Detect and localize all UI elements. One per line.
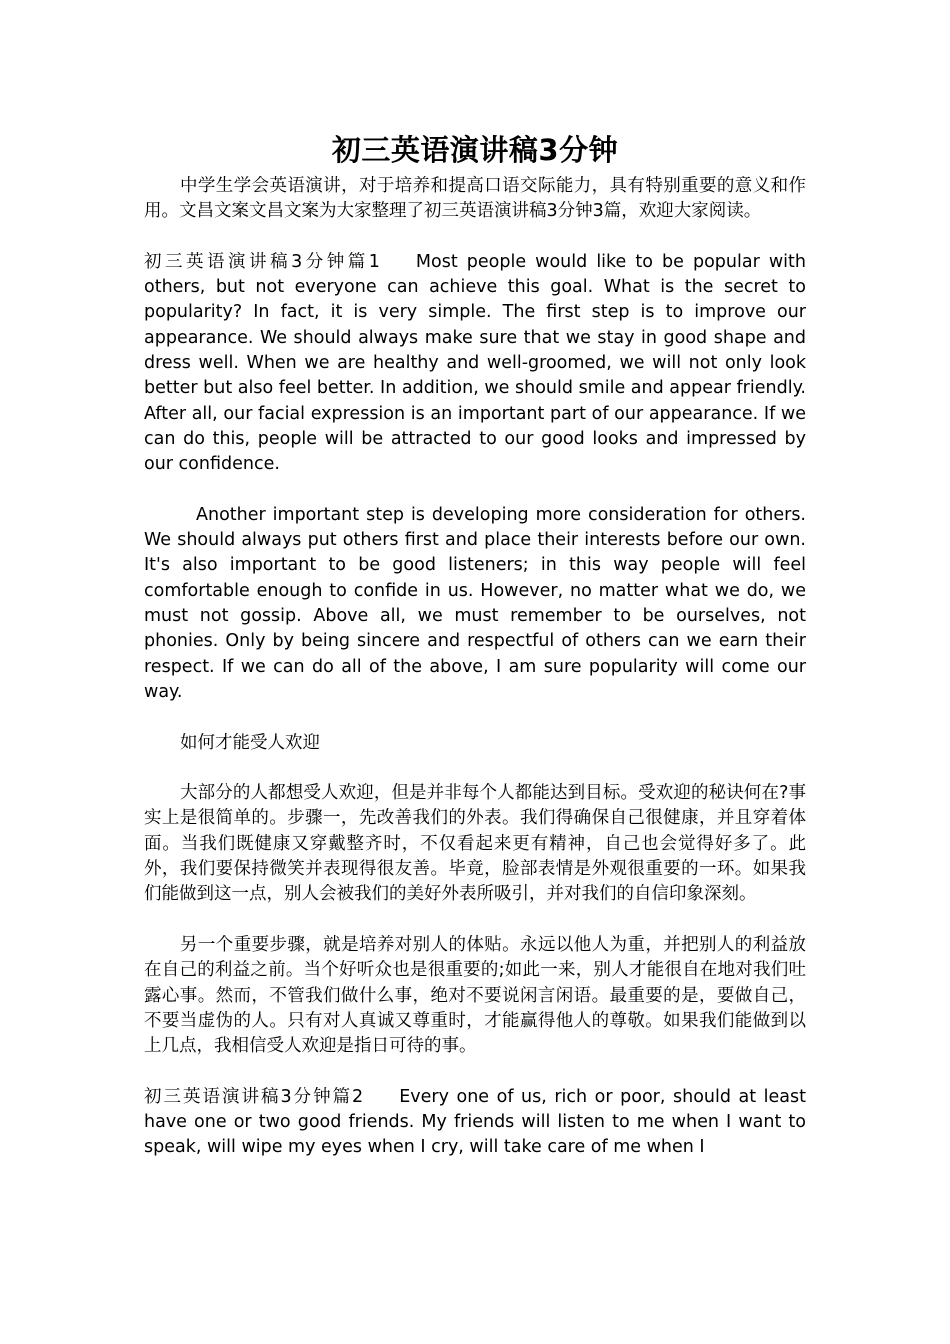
spacer bbox=[144, 756, 806, 781]
translation-title: 如何才能受人欢迎 bbox=[180, 732, 320, 753]
spacer bbox=[144, 705, 806, 730]
spacer bbox=[144, 908, 806, 933]
section2-paragraph1-text: Every one of us, rich or poor, should at least have one or two good friends. My friends will listen to me when I want to speak, will wipe my eyes when I cry, will take care of me when I bbox=[144, 1086, 806, 1158]
section2-heading: 初三英语演讲稿3分钟篇2 bbox=[144, 1086, 364, 1107]
section1-paragraph2: Another important step is developing more consideration for others. We should always put others first and place their interests before our own. It's also important to be good listeners; in this way people will feel comfortable enough to confide in us. However, no matter what we do, we must not gossip. Above all, we must remember to be ourselves, not phonies. Only by being sincere and respectful of others can we earn their respect. If we can do all of the above, I am sure popularity will come our way. bbox=[144, 504, 806, 702]
section1-paragraph1 bbox=[144, 250, 806, 478]
intro-paragraph: 中学生学会英语演讲，对于培养和提高口语交际能力，具有特别重要的意义和作用。文昌文案文昌文案为大家整理了初三英语演讲稿3分钟3篇，欢迎大家阅读。 bbox=[144, 176, 806, 222]
spacer bbox=[144, 225, 806, 250]
translation-paragraph2: 另一个重要步骤，就是培养对别人的体贴。永远以他人为重，并把别人的利益放在自己的利益之前。当个好听众也是很重要的;如此一来，别人才能很自在地对我们吐露心事。然而，不管我们做什么事，绝对不要说闲言闲语。最重要的是，要做自己，不要当虚伪的人。只有对人真诚又尊重时，才能赢得他人的尊敬。如果我们能做到以上几点，我相信受人欢迎是指日可待的事。 bbox=[144, 934, 806, 1057]
spacer bbox=[144, 1059, 806, 1084]
section2-paragraph1 bbox=[144, 1085, 806, 1161]
translation-paragraph1: 大部分的人都想受人欢迎，但是并非每个人都能达到目标。受欢迎的秘诀何在?事实上是很简单的。步骤一，先改善我们的外表。我们得确保自己很健康，并且穿着体面。当我们既健康又穿戴整齐时，不仅看起来更有精神，自己也会觉得好多了。此外，我们要保持微笑并表现得很友善。毕竟，脸部表情是外观很重要的一环。如果我们能做到这一点，别人会被我们的美好外表所吸引，并对我们的自信印象深刻。 bbox=[144, 783, 806, 905]
spacer bbox=[144, 478, 806, 503]
document-title: 初三英语演讲稿3分钟 bbox=[331, 133, 619, 167]
document-page bbox=[144, 128, 806, 1161]
section1-heading: 初三英语演讲稿3分钟篇1 bbox=[144, 251, 380, 272]
section1-paragraph1-text: Most people would like to be popular with others, but not everyone can achieve this goal. What is the secret to popularity? In fact, it is very simple. The first step is to improve our appearance. We should always make sure that we stay in good shape and dress well. When we are healthy and well-groomed, we will not only look better but also feel better. In addition, we should smile and appear friendly. After all, our facial expression is an important part of our appearance. If we can do this, people will be attracted to our good looks and impressed by our confidence. bbox=[144, 251, 806, 475]
